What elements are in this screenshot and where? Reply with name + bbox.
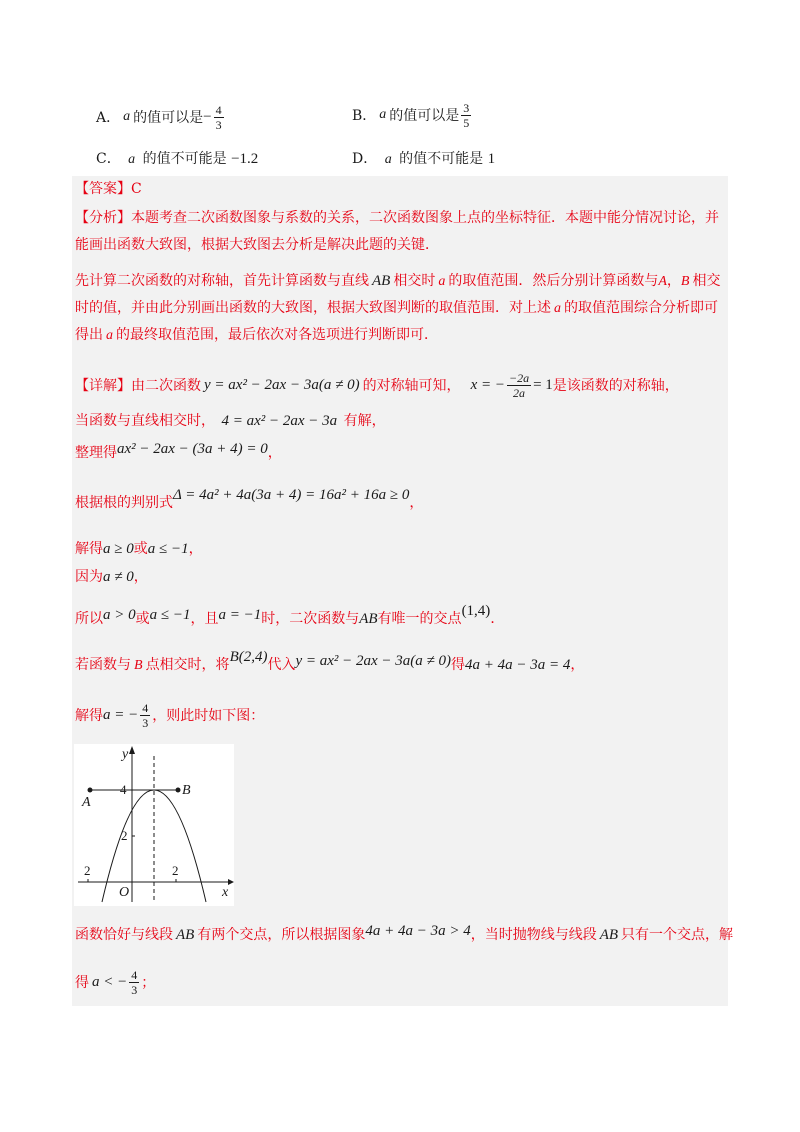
detail-l5-eq1: a ≥ 0 <box>103 541 134 557</box>
option-d-var: a <box>384 152 392 167</box>
detail-line-10 <box>75 924 733 944</box>
analysis-a-3: a <box>106 328 113 343</box>
detail-l7-ab: AB <box>359 611 378 627</box>
detail-l1c: 是该函数的对称轴， <box>552 378 679 394</box>
option-a-den: 3 <box>215 117 222 132</box>
detail-l8a: 若函数与 <box>75 657 131 673</box>
detail-l10c: ，当时抛物线与线段 <box>470 927 597 943</box>
detail-tag: 【详解】 <box>75 378 131 394</box>
detail-l6a: 因为 <box>75 569 103 585</box>
detail-l9b: ，则此时如下图： <box>152 708 265 724</box>
detail-l1-axis-rhs: = 1 <box>533 376 553 393</box>
detail-l1-axis-fraction <box>507 371 531 400</box>
detail-l4a: 根据根的判别式 <box>75 495 173 511</box>
detail-l3-equation: ax² − 2ax − (3a + 4) = 0 <box>117 441 268 457</box>
detail-l10b: 有两个交点，所以根据图象 <box>197 927 366 943</box>
detail-l5b: 或 <box>133 541 148 557</box>
detail-l1-function: y = ax² − 2ax − 3a(a ≠ 0) <box>204 376 360 393</box>
detail-l5a: 解得 <box>75 541 103 557</box>
option-b-var: a <box>379 107 387 122</box>
detail-l11-lhs: a < − <box>92 973 128 990</box>
detail-l6-eq: a ≠ 0 <box>103 569 134 585</box>
detail-l8-point: B(2,4) <box>229 649 268 665</box>
detail-l7-eq3: a = −1 <box>218 607 262 623</box>
detail-l10d: 只有一个交点，解 <box>621 927 734 943</box>
detail-l11a: 得 <box>75 975 89 991</box>
option-a-fraction <box>214 103 224 132</box>
x-axis-arrow <box>228 879 234 885</box>
option-c-var: a <box>128 152 136 167</box>
analysis-A: A <box>658 274 667 289</box>
y-axis-arrow <box>129 746 135 754</box>
detail-l8b: 点相交时，将 <box>145 657 230 673</box>
analysis-text-1: 本题考查二次函数图象与系数的关系，二次函数图象上点的坐标特征．本题中能分情况讨论，并能画出函数大致图，根据大致图去分析是解决此题的关键． <box>75 210 719 253</box>
parabola-graph <box>74 744 234 906</box>
detail-l9-fraction <box>140 701 150 730</box>
option-b <box>352 100 473 130</box>
y-axis-label: y <box>122 747 129 762</box>
option-a-text: 的值可以是 <box>133 110 204 126</box>
detail-l8-B: B <box>134 658 143 673</box>
option-a-label: A． <box>96 110 121 126</box>
detail-l11-fraction <box>129 968 139 997</box>
analysis-text-2g: 的最终取值范围，最后依次对各选项进行判断即可． <box>116 327 438 343</box>
detail-line-5 <box>75 538 203 558</box>
analysis-paragraph-1 <box>75 205 725 259</box>
option-b-text: 的值可以是 <box>389 108 460 124</box>
detail-l7-eq2: a ≤ −1 <box>149 607 191 623</box>
option-a-num: 4 <box>215 102 222 117</box>
option-d-text: 的值不可能是 <box>399 151 484 167</box>
detail-l1-axis-lhs: x = − <box>470 376 505 393</box>
detail-l8c: 代入 <box>267 657 296 673</box>
point-b <box>176 788 181 793</box>
analysis-a-2: a <box>554 301 561 316</box>
detail-line-11 <box>75 964 155 1000</box>
detail-l8-equation: 4a + 4a − 3a = 4 <box>465 657 571 673</box>
detail-l9-lhs: a = − <box>103 706 139 723</box>
detail-l1-axis-num: −2a <box>508 370 530 385</box>
detail-l9-num: 4 <box>142 700 149 715</box>
option-c <box>96 148 258 168</box>
detail-l7a: 所以 <box>75 611 103 627</box>
option-b-label: B． <box>352 108 377 124</box>
analysis-tag: 【分析】 <box>75 210 131 226</box>
analysis-paragraph-2 <box>75 268 725 349</box>
detail-l2-equation: 4 = ax² − 2ax − 3a <box>221 413 338 429</box>
parabola-graph-svg <box>74 744 234 906</box>
detail-line-8 <box>75 649 585 674</box>
detail-l3b: ， <box>267 445 282 461</box>
detail-l1-axis-den: 2a <box>513 385 526 400</box>
option-c-text: 的值不可能是 <box>142 151 227 167</box>
analysis-ab: AB <box>372 273 391 289</box>
option-a-var: a <box>123 109 131 124</box>
detail-l4-equation: Δ = 4a² + 4a(3a + 4) = 16a² + 16a ≥ 0 <box>173 487 410 503</box>
point-a <box>88 788 93 793</box>
analysis-B: B <box>680 274 690 289</box>
option-a-sign: − <box>203 108 212 125</box>
analysis-text-2a: 先计算二次函数的对称轴，首先计算函数与直线 <box>75 273 369 289</box>
point-b-label: B <box>182 783 191 798</box>
detail-l7b: 或 <box>135 611 150 627</box>
option-d <box>352 148 495 168</box>
detail-line-9 <box>75 698 264 732</box>
detail-line-3 <box>75 442 282 462</box>
detail-l11-num: 4 <box>131 967 138 982</box>
point-a-label: A <box>82 795 91 810</box>
detail-l7d: 时，二次函数与 <box>261 611 360 627</box>
detail-l5c: ， <box>188 541 203 557</box>
origin-label: O <box>119 885 130 900</box>
detail-l8e: ， <box>570 657 585 673</box>
detail-line-2 <box>75 410 386 430</box>
option-c-label: C． <box>96 151 121 167</box>
detail-l7-eq1: a > 0 <box>103 607 136 623</box>
detail-l6b: ， <box>133 569 148 585</box>
detail-l4b: ， <box>409 495 424 511</box>
detail-l1a: 由二次函数 <box>131 378 201 394</box>
analysis-text-2d: ， <box>666 273 681 289</box>
detail-line-6 <box>75 566 148 586</box>
analysis-text-2c: 的取值范围．然后分别计算函数与 <box>448 273 659 289</box>
detail-line-7 <box>75 603 505 628</box>
option-c-value: −1.2 <box>231 151 259 167</box>
detail-l3a: 整理得 <box>75 445 117 461</box>
detail-l9a: 解得 <box>75 708 103 724</box>
detail-l7-point: (1,4) <box>461 603 491 619</box>
detail-l11b: ； <box>141 975 156 991</box>
answer-line <box>75 178 142 198</box>
answer-value: C <box>131 181 142 197</box>
detail-l10-ab: AB <box>176 927 195 943</box>
detail-l5-eq2: a ≤ −1 <box>147 541 189 557</box>
detail-l11-den: 3 <box>131 982 138 997</box>
detail-l7e: 有唯一的交点 <box>377 611 462 627</box>
detail-line-1 <box>75 368 679 402</box>
option-d-label: D． <box>352 151 378 167</box>
detail-l1b: 的对称轴可知， <box>362 378 461 394</box>
option-b-num: 3 <box>463 100 470 115</box>
option-a <box>96 104 226 130</box>
analysis-a-1: a <box>438 274 446 289</box>
detail-line-4 <box>75 487 424 512</box>
tick-label-y2: 2 <box>121 828 128 843</box>
detail-l10-ab2: AB <box>599 927 619 943</box>
detail-l10a: 函数恰好与线段 <box>75 927 173 943</box>
detail-l7f: ． <box>490 611 505 627</box>
tick-label-xneg2: 2 <box>84 863 91 878</box>
answer-tag: 【答案】 <box>75 181 131 197</box>
detail-l2b: 有解， <box>343 413 386 429</box>
detail-l10-equation: 4a + 4a − 3a > 4 <box>365 923 471 939</box>
detail-l8-function: y = ax² − 2ax − 3a(a ≠ 0) <box>295 653 452 669</box>
detail-l7c: ，且 <box>190 611 219 627</box>
analysis-text-2e: 相交时的值，并由此分别画出函数的大致图，根据大致图判断的取值范围．对上述 <box>75 273 721 316</box>
detail-l2a: 当函数与直线相交时， <box>75 413 215 429</box>
tick-label-y4: 4 <box>120 782 127 797</box>
detail-l9-den: 3 <box>142 715 149 730</box>
detail-l8d: 得 <box>451 657 466 673</box>
option-b-den: 5 <box>463 115 470 130</box>
analysis-text-2b: 相交时 <box>393 273 436 289</box>
option-d-value: 1 <box>487 151 496 167</box>
x-axis-label: x <box>222 885 229 900</box>
analysis-text-2f: 的取值范围综合分析即可得出 <box>75 300 718 343</box>
tick-label-x2: 2 <box>172 863 179 878</box>
option-b-fraction <box>461 101 471 130</box>
